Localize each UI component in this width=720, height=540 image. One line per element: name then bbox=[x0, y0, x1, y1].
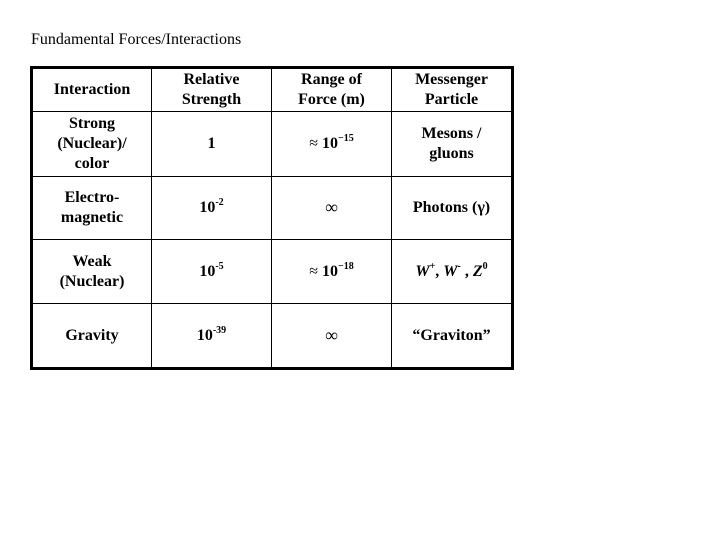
weak-messenger-w-plus: W bbox=[415, 262, 430, 280]
strong-strength: 1 bbox=[207, 135, 216, 153]
table-header-row bbox=[32, 68, 513, 112]
strong-name-line1: Strong bbox=[69, 115, 115, 133]
strong-range-exp: −15 bbox=[338, 133, 354, 145]
cell-strength-gravity bbox=[152, 304, 272, 369]
weak-messenger-w-plus-sup: + bbox=[429, 260, 436, 272]
cell-strength-strong bbox=[152, 112, 272, 177]
table-row-gravity bbox=[32, 304, 513, 369]
weak-range-approx: ≈ bbox=[309, 262, 323, 280]
header-strength-line1: Relative bbox=[183, 71, 240, 89]
weak-strength-exp: -5 bbox=[215, 260, 224, 272]
cell-range-electromagnetic bbox=[272, 177, 392, 240]
forces-table bbox=[30, 66, 514, 370]
weak-strength-base: 10 bbox=[199, 262, 216, 280]
em-name-line2: magnetic bbox=[60, 208, 124, 226]
gravity-strength-base: 10 bbox=[196, 326, 213, 344]
gravity-range-infinity: ∞ bbox=[325, 324, 338, 345]
cell-interaction-gravity bbox=[32, 304, 152, 369]
strong-messenger-line2: gluons bbox=[429, 145, 474, 163]
cell-strength-electromagnetic bbox=[152, 177, 272, 240]
cell-messenger-gravity bbox=[392, 304, 513, 369]
cell-messenger-electromagnetic bbox=[392, 177, 513, 240]
em-name-line1: Electro- bbox=[64, 188, 120, 206]
em-messenger: Photons (γ) bbox=[412, 198, 491, 216]
table-row-weak bbox=[32, 239, 513, 304]
cell-messenger-strong bbox=[392, 112, 513, 177]
weak-range-base: 10 bbox=[322, 262, 339, 280]
em-strength-base: 10 bbox=[199, 198, 216, 216]
header-interaction-label: Interaction bbox=[53, 81, 131, 99]
header-range-line2: Force (m) bbox=[298, 91, 365, 109]
header-relative-strength bbox=[152, 68, 272, 112]
strong-messenger-line1: Mesons / bbox=[421, 125, 482, 143]
cell-range-gravity bbox=[272, 304, 392, 369]
strong-range-base: 10 bbox=[322, 135, 339, 153]
header-range-line1: Range of bbox=[301, 71, 362, 89]
weak-name-line1: Weak bbox=[72, 252, 112, 270]
cell-interaction-weak bbox=[32, 239, 152, 304]
cell-range-strong bbox=[272, 112, 392, 177]
weak-messenger-sep1: , bbox=[435, 262, 444, 280]
weak-messenger-sep2: , bbox=[460, 262, 473, 280]
table-row-electromagnetic bbox=[32, 177, 513, 240]
strong-name-line3: color bbox=[74, 155, 110, 173]
header-messenger bbox=[392, 68, 513, 112]
header-range bbox=[272, 68, 392, 112]
cell-interaction-strong bbox=[32, 112, 152, 177]
header-interaction bbox=[32, 68, 152, 112]
gravity-strength-exp: -39 bbox=[212, 324, 227, 336]
gravity-messenger: “Graviton” bbox=[412, 326, 491, 344]
weak-range-exp: −18 bbox=[338, 260, 354, 272]
header-messenger-line2: Particle bbox=[424, 91, 479, 109]
header-messenger-line1: Messenger bbox=[415, 71, 488, 89]
weak-messenger-w-minus: W bbox=[443, 262, 458, 280]
weak-messenger-z: Z bbox=[472, 262, 483, 280]
strong-range-approx: ≈ bbox=[309, 135, 323, 153]
strong-name-line2: (Nuclear)/ bbox=[57, 135, 127, 153]
em-strength-exp: -2 bbox=[215, 196, 224, 208]
weak-messenger-z-sup: 0 bbox=[482, 260, 488, 272]
table-row-strong bbox=[32, 112, 513, 177]
em-range-infinity: ∞ bbox=[325, 196, 338, 217]
weak-name-line2: (Nuclear) bbox=[59, 272, 125, 290]
gravity-name: Gravity bbox=[65, 326, 119, 344]
weak-messenger-w-minus-sup: - bbox=[457, 260, 461, 272]
cell-messenger-weak bbox=[392, 239, 513, 304]
cell-interaction-electromagnetic bbox=[32, 177, 152, 240]
cell-strength-weak bbox=[152, 239, 272, 304]
page-title: Fundamental Forces/Interactions bbox=[31, 31, 242, 48]
cell-range-weak bbox=[272, 239, 392, 304]
header-strength-line2: Strength bbox=[181, 91, 242, 109]
